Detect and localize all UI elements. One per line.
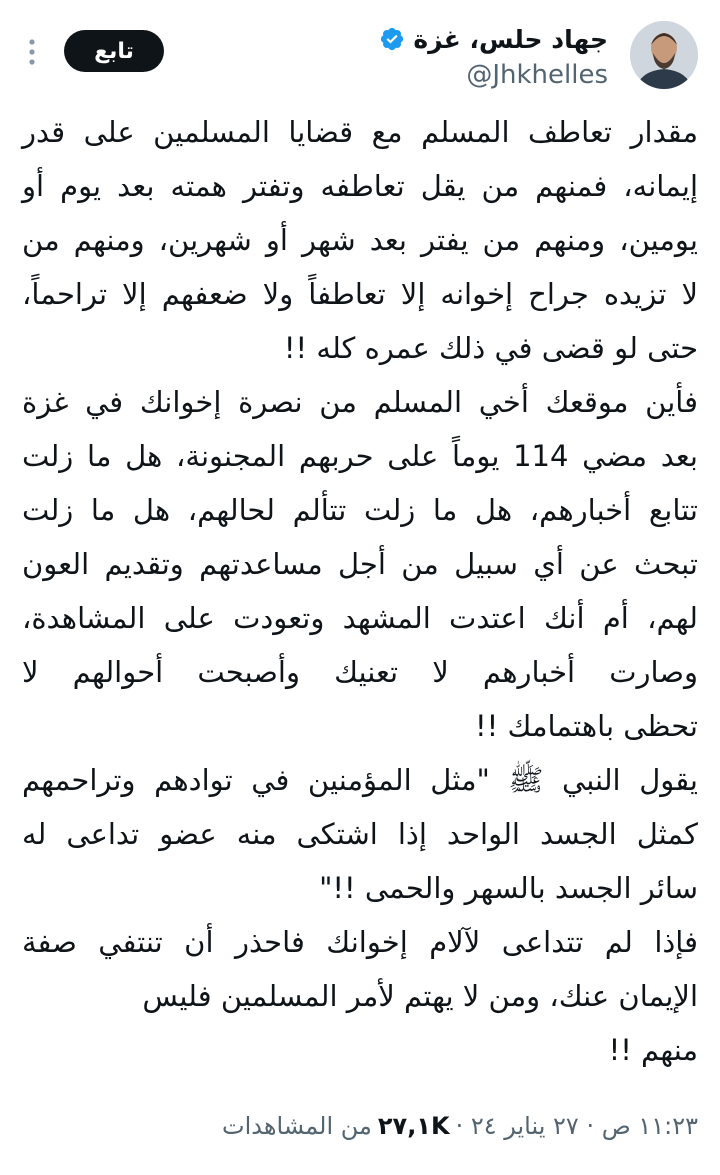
tweet-text-line: كمثل الجسد الواحد إذا اشتكى منه عضو تداعى له [22, 817, 698, 851]
tweet-text-line: إيمانه، فمنهم من يقل تعاطفه وتفتر همته بعد يوم أو [22, 169, 698, 203]
author-display-name[interactable]: جهاد حلس، غزة [413, 24, 608, 54]
tweet-header [0, 0, 720, 110]
tweet-meta [222, 1112, 698, 1140]
more-vertical-icon[interactable] [26, 36, 38, 68]
avatar[interactable] [630, 21, 698, 89]
tweet-text-line: فإذا لم تتداعى لآلام إخوانك فاحذر أن تنتفي صفة [22, 925, 698, 959]
tweet-text-line: مقدار تعاطف المسلم مع قضايا المسلمين على قدر [22, 115, 698, 149]
views-count: ٢٧,١K [377, 1112, 450, 1140]
tweet-text-line: وصارت أخبارهم لا تعنيك وأصبحت أحوالهم لا [22, 655, 698, 689]
author-name-row [379, 22, 608, 56]
author-block [379, 22, 608, 90]
tweet-text-line: يقول النبي ﷺ "مثل المؤمنين في توادهم وتراحمهم [22, 763, 698, 797]
follow-button[interactable]: تابع [64, 30, 164, 72]
tweet-text-line: حتى لو قضى في ذلك عمره كله !! [283, 331, 698, 365]
verified-badge-icon [379, 26, 405, 52]
tweet-text-line: سائر الجسد بالسهر والحمى !!" [319, 871, 698, 905]
tweet-text-line: منهم !! [608, 1033, 698, 1067]
tweet-text-line: يومين، ومنهم من يفتر بعد شهر أو شهرين، ومنهم من [22, 223, 698, 257]
tweet-timestamp[interactable]: ١١:٢٣ ص · ٢٧ يناير ٢٤ · [455, 1112, 698, 1140]
tweet-text-line: لا تزيده جراح إخوانه إلا تعاطفاً ولا ضعفهم إلا تراحماً، [22, 277, 698, 311]
tweet-text-line: تبحث عن أي سبيل من أجل مساعدتهم وتقديم العون [22, 547, 698, 581]
tweet-text-line: الإيمان عنك، ومن لا يهتم لأمر المسلمين فليس [142, 979, 698, 1013]
tweet-text-line: فأين موقعك أخي المسلم من نصرة إخوانك في غزة [22, 385, 698, 419]
tweet-text-line: بعد مضي 114 يوماً على حربهم المجنونة، هل ما زلت [22, 439, 698, 473]
tweet-text-line: تتابع أخبارهم، هل ما زلت تتألم لحالهم، هل ما زلت [22, 493, 698, 527]
user-avatar-photo-icon [630, 21, 698, 89]
tweet-text-line: لهم، أم أنك اعتدت المشهد وتعودت على المشاهدة، [22, 601, 698, 635]
author-handle[interactable]: @Jhkhelles [466, 60, 608, 90]
tweet-text-line: تحظى باهتمامك !! [475, 709, 698, 743]
views-label: من المشاهدات [222, 1112, 372, 1140]
